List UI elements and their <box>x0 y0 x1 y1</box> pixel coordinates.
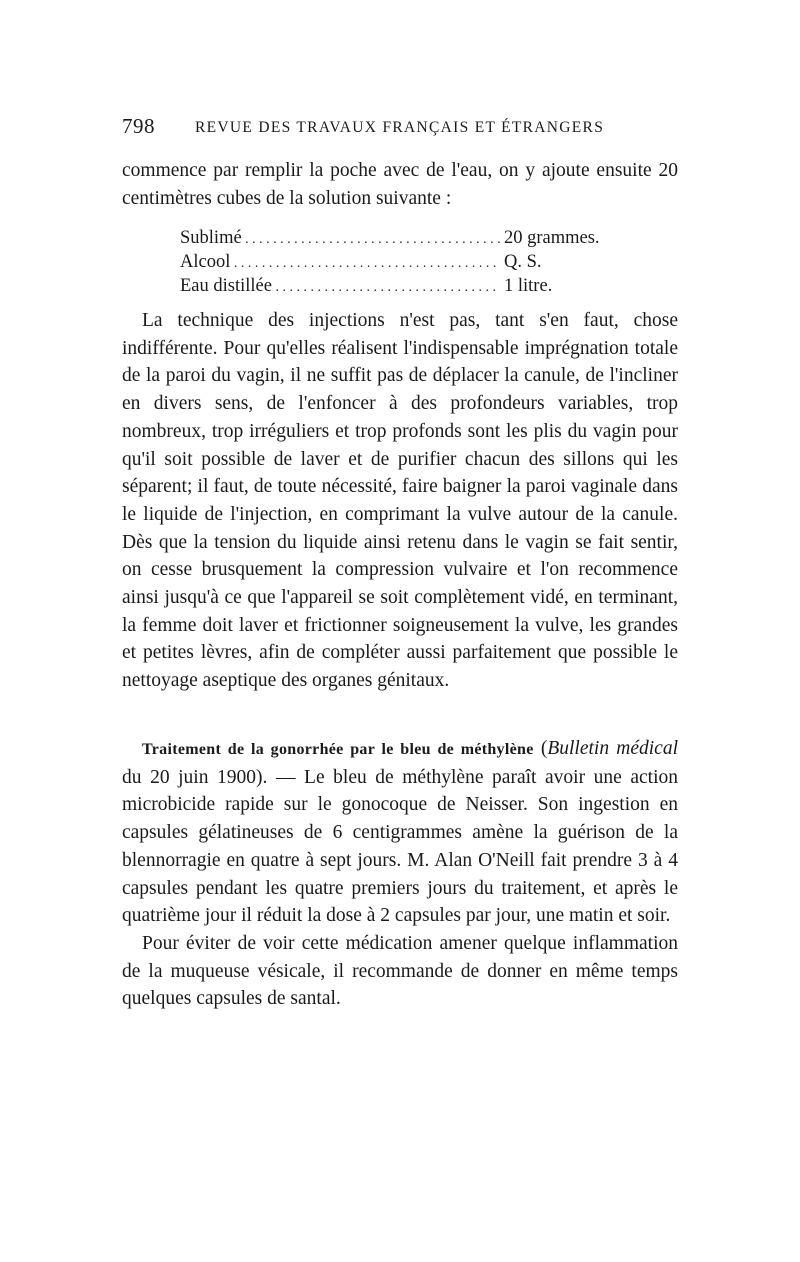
recipe-ingredient: Sublimé . . . <box>180 226 500 252</box>
source-journal: Bulletin médical <box>547 738 679 759</box>
technique-paragraph-block <box>122 307 678 695</box>
page-number: 798 <box>122 114 155 138</box>
source-date: du 20 juin 1900). — <box>122 766 305 788</box>
running-title: REVUE DES TRAVAUX FRANÇAIS ET ÉTRANGERS <box>195 119 605 136</box>
intro-paragraph-block <box>122 157 678 212</box>
page-header <box>122 114 678 144</box>
recipe-ingredient: Eau distillée . . . <box>180 274 500 300</box>
technique-paragraph: La technique des injections n'est pas, tant s'en faut, chose indifférente. Pour qu'elles réalisent l'indispensable imprégnation totale de la paroi du vagin, il ne suffit pas de déplacer la canule, de l'incliner en divers sens, de l'enfoncer à des profondeurs variables, trop nombreux, trop irréguliers et trop profonds sont les plis du vagin pour qu'il soit possible de laver et de purifier chacun des sillons qui les séparent; il faut, de toute nécessité, faire baigner la paroi vaginale dans le liquide de l'injection, en comprimant la vulve autour de la canule. Dès que la tension du liquide ainsi retenu dans le vagin se fait sentir, on cesse brusquement la compression vulvaire et l'on recommence ainsi jusqu'à ce que l'appareil se soit complètement vidé, en terminant, la femme doit laver et frictionner soigneusement la vulve, les grandes et petites lèvres, afin de compléter aussi parfaitement que possible le nettoyage aseptique des organes génitaux. <box>122 310 678 692</box>
recipe-row <box>180 274 640 298</box>
section-title: Traitement de la gonorrhée par le bleu de méthylène <box>142 741 534 758</box>
recommendation-paragraph: Pour éviter de voir cette médication amener quelque inflammation de la muqueuse vésicale, il recommande de donner en même temps quelques capsules de santal. <box>122 932 678 1010</box>
recipe-list <box>180 226 640 298</box>
intro-paragraph: commence par remplir la poche avec de l'eau, on y ajoute ensuite 20 centimètres cubes de la solution suivante : <box>122 160 678 209</box>
recipe-row <box>180 250 640 274</box>
recipe-ingredient: Alcool . . . <box>180 250 500 276</box>
recipe-quantity: 20 grammes. <box>504 228 600 248</box>
treatment-text: Le bleu de méthylène paraît avoir une action microbicide rapide sur le gonocoque de Neisser. Son ingestion en capsules gélatineuses de 6 centigrammes amène la guérison de la blennorragie en quatre à sept jours. M. Alan O'Neill fait prendre 3 à 4 capsules pendant les quatre premiers jours du traitement, et après le quatrième jour il réduit la dose à 2 capsules par jour, une matin et soir. <box>122 766 678 927</box>
recipe-quantity: Q. S. <box>504 252 542 272</box>
source-open-paren: ( <box>540 738 548 759</box>
treatment-section <box>122 735 678 1013</box>
recipe-row <box>180 226 640 250</box>
treatment-paragraph <box>122 735 678 930</box>
recipe-quantity: 1 litre. <box>504 276 553 296</box>
